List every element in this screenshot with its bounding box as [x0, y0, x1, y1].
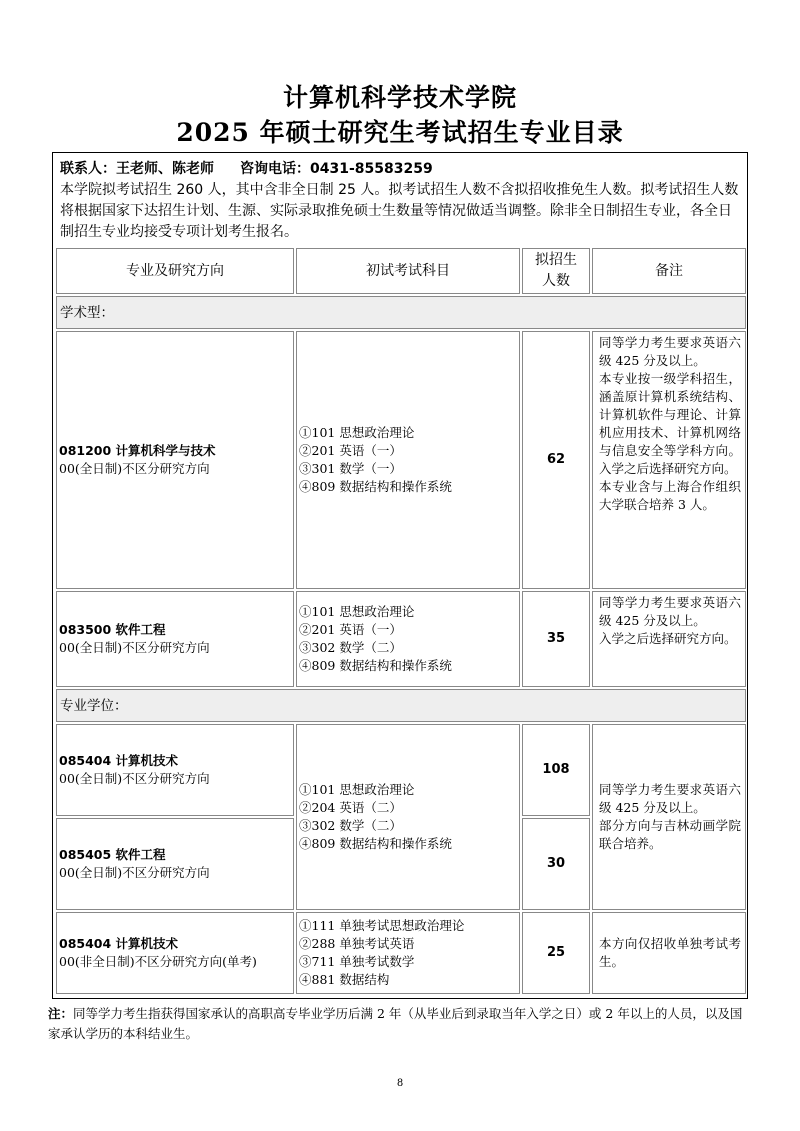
table-row-085404-parttime-count: 25: [522, 912, 590, 994]
table-row-081200-remark: [592, 331, 746, 589]
table-row-085404-count: 108: [522, 724, 590, 816]
table-row-professional-remark: [592, 724, 746, 910]
header-count: 拟招生人数: [522, 248, 590, 294]
page-number: 8: [396, 1078, 404, 1089]
page-subtitle: 2025 年硕士研究生考试招生专业目录: [176, 118, 624, 147]
table-row-professional-subjects: [296, 724, 520, 910]
table-row-083500-subjects: [296, 591, 520, 687]
subject-item: ②201 英语（一）: [299, 443, 402, 458]
table-row-085405-count: 30: [522, 818, 590, 910]
remark-line: 部分方向与吉林动画学院联合培养。: [599, 818, 741, 851]
remark-line: 同等学力考生要求英语六级 425 分及以上。: [599, 782, 741, 815]
footnote-text: 同等学力考生指获得国家承认的高职高专毕业学历后满 2 年（从毕业后到录取当年入学之日）或 2 年以上的人员，以及国家承认学历的本科结业生。: [48, 1006, 743, 1041]
subject-item: ④881 数据结构: [299, 972, 390, 987]
footnote-label: 注：: [48, 1006, 74, 1021]
subject-item: ②204 英语（二）: [299, 800, 402, 815]
remark-line: 本方向仅招收单独考试考生。: [599, 936, 741, 969]
footnote: [48, 1004, 754, 1044]
major-direction: 00(全日制)不区分研究方向: [59, 771, 210, 786]
contact-info: [60, 159, 744, 180]
subject-item: ②201 英语（一）: [299, 622, 402, 637]
table-row-081200-major: [56, 331, 294, 589]
contact-phone: 咨询电话：0431-85583259: [240, 161, 433, 177]
header-subjects: 初试考试科目: [296, 248, 520, 294]
major-code: 085404 计算机技术: [59, 753, 179, 768]
remark-line: 同等学力考生要求英语六级 425 分及以上。: [599, 335, 741, 368]
major-direction: 00(全日制)不区分研究方向: [59, 461, 210, 476]
intro-paragraph: 本学院拟考试招生 260 人，其中含非全日制 25 人。拟考试招生人数不含拟招收推免生人数。拟考试招生人数将根据国家下达招生计划、生源、实际录取推免硕士生数量等情况做适当调整。除非全日制招生专业，各全日制招生专业均接受专项计划考生报名。: [60, 182, 739, 240]
subject-item: ③711 单独考试数学: [299, 954, 415, 969]
catalog-frame: [52, 152, 748, 999]
table-row-083500-count: 35: [522, 591, 590, 687]
subject-item: ④809 数据结构和操作系统: [299, 658, 452, 673]
subject-item: ①101 思想政治理论: [299, 604, 415, 619]
table-row-085404-major: [56, 724, 294, 816]
subject-item: ①101 思想政治理论: [299, 425, 415, 440]
table-row-085405-major: [56, 818, 294, 910]
table-row-081200-subjects: [296, 331, 520, 589]
table-row-085404-parttime-subjects: [296, 912, 520, 994]
remark-line: 本专业含与上海合作组织大学联合培养 3 人。: [599, 479, 741, 512]
major-code: 081200 计算机科学与技术: [59, 443, 216, 458]
section-professional: 专业学位：: [56, 689, 746, 722]
major-direction: 00(全日制)不区分研究方向: [59, 640, 210, 655]
subject-item: ①111 单独考试思想政治理论: [299, 918, 465, 933]
remark-line: 同等学力考生要求英语六级 425 分及以上。: [599, 595, 741, 628]
major-direction: 00(全日制)不区分研究方向: [59, 865, 210, 880]
page-title: 计算机科学技术学院: [282, 83, 517, 112]
table-row-083500-remark: [592, 591, 746, 687]
subject-item: ②288 单独考试英语: [299, 936, 415, 951]
header-major: 专业及研究方向: [56, 248, 294, 294]
subject-item: ④809 数据结构和操作系统: [299, 836, 452, 851]
table-row-081200-count: 62: [522, 331, 590, 589]
table-row-085404-parttime-major: [56, 912, 294, 994]
subject-item: ④809 数据结构和操作系统: [299, 479, 452, 494]
header-remark: 备注: [592, 248, 746, 294]
subject-item: ③302 数学（二）: [299, 640, 402, 655]
section-academic: 学术型：: [56, 296, 746, 329]
major-code: 085404 计算机技术: [59, 936, 179, 951]
remark-line: 入学之后选择研究方向。: [599, 631, 737, 646]
table-row-085404-parttime-remark: [592, 912, 746, 994]
major-direction: 00(非全日制)不区分研究方向(单考): [59, 954, 257, 969]
major-code: 085405 软件工程: [59, 847, 166, 862]
contact-person: 联系人：王老师、陈老师: [60, 161, 214, 177]
remark-line: 本专业按一级学科招生，涵盖原计算机系统结构、计算机软件与理论、计算机应用技术、计算机网络与信息安全等学科方向。入学之后选择研究方向。: [599, 371, 741, 476]
table-row-083500-major: [56, 591, 294, 687]
major-code: 083500 软件工程: [59, 622, 166, 637]
subject-item: ①101 思想政治理论: [299, 782, 415, 797]
subject-item: ③301 数学（一）: [299, 461, 402, 476]
subject-item: ③302 数学（二）: [299, 818, 402, 833]
